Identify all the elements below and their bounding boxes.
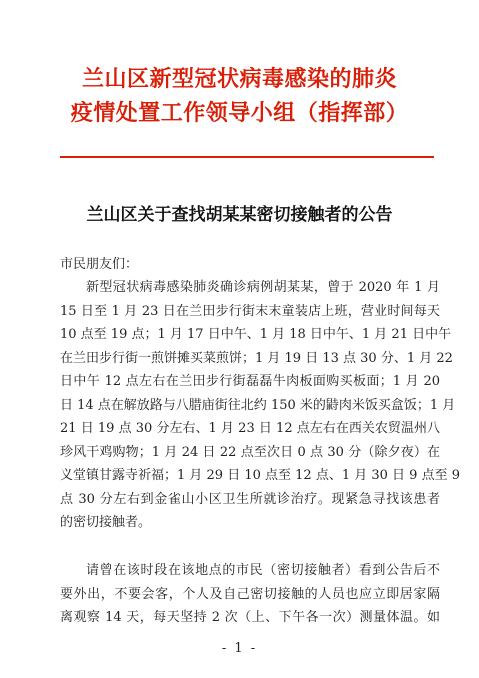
paragraph-line: 离观察 14 天，每天坚持 2 次（上、下午各一次）测量体温。如 [60,610,440,625]
paragraph-line: 在兰田步行街一煎饼摊买菜煎饼；1 月 19 日 13 点 30 分、1 月 22 [60,350,453,366]
notice-title: 兰山区关于查找胡某某密切接触者的公告 [86,205,393,225]
paragraph-line: 新型冠状病毒感染肺炎确诊病例胡某某，曾于 2020 年 1 月 [86,280,440,295]
paragraph-line: 日中午 12 点左右在兰田步行街磊磊牛肉板面购买板面；1 月 20 [60,374,440,389]
greeting: 市民朋友们： [60,257,139,272]
header-title-line-1: 兰山区新型冠状病毒感染的肺炎 [81,66,397,92]
paragraph-line: 15 日至 1 月 23 日在兰田步行街末末童装店上班，营业时间每天 [60,303,440,319]
page-number: - 1 - [221,641,258,656]
paragraph-line: 请曾在该时段在该地点的市民（密切接触者）看到公告后不 [86,563,440,578]
paragraph-line: 点 30 分左右到金雀山小区卫生所就诊治疗。现紧急寻找该患者 [60,491,440,507]
paragraph-line: 10 点至 19 点；1 月 17 日中午、1 月 18 日中午、1 月 21 日中午 [60,327,452,342]
header-red-divider [60,156,434,158]
paragraph-line: 21 日 19 点 30 分左右、1 月 23 日 12 点左右在西关农贸温州八 [60,421,440,436]
header-title-line-2: 疫情处置工作领导小组（指挥部） [70,100,409,126]
paragraph-line: 义堂镇甘露寺祈福；1 月 29 日 10 点至 12 点、1 月 30 日 9 点至 9 [60,468,460,483]
paragraph-line: 日 14 点在解放路与八腊庙街往北约 150 米的鼭肉米饭买盒饭；1 月 [60,397,456,413]
paragraph-line: 珍风干鸡购物；1 月 24 日 22 点至次日 0 点 30 分（除夕夜）在 [60,444,440,460]
paragraph-line: 要外出，不要会客，个人及自己密切接触的人员也应立即居家隔 [60,586,440,602]
paragraph-1 [60,276,460,535]
paragraph-line: 的密切接触者。 [60,515,152,530]
paragraph-2 [60,559,440,630]
